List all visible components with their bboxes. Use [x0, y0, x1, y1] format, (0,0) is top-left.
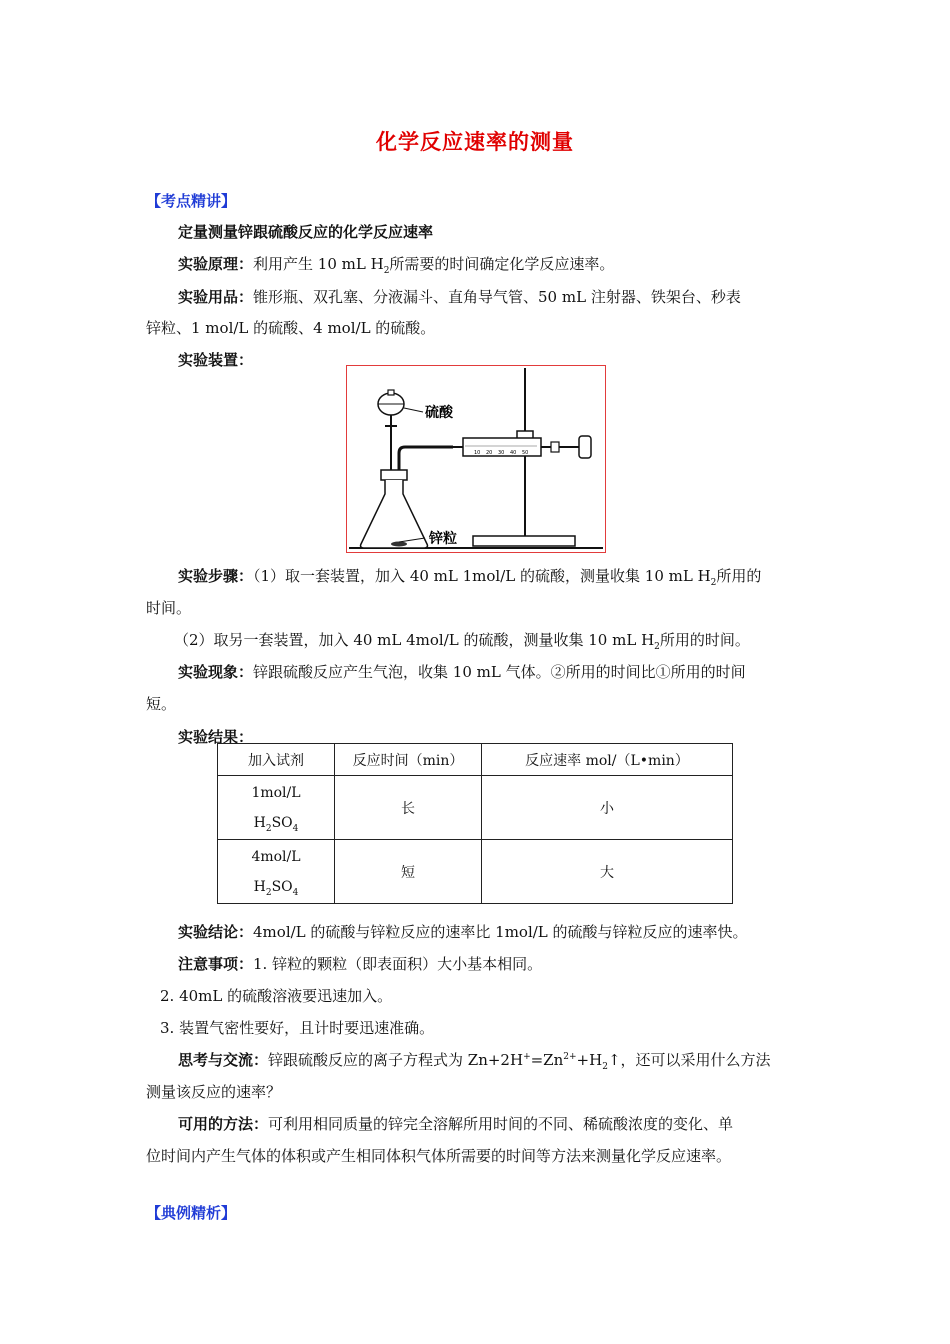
header-rate: 反应速率 mol/（L•min） [482, 744, 733, 776]
steps-line2-b: 所用的时间。 [659, 631, 750, 649]
think-text-d: ↑，还可以采用什么方法 [607, 1051, 771, 1069]
page-title: 化学反应速率的测量 [376, 130, 574, 154]
label-zinc-granules: 锌粒 [429, 531, 457, 547]
think-paragraph: 思考与交流：锌跟硫酸反应的离子方程式为 $Zn+2H^+=Zn^{2+}+H_2↑$，还可以采用什么方法 [178, 1051, 771, 1072]
notes-paragraph [178, 954, 542, 974]
methods-paragraph [178, 1114, 733, 1134]
materials-label: 实验用品： [178, 288, 254, 306]
scale-mark-50: 50 [522, 450, 529, 456]
notes-item1: 1. 锌粒的颗粒（即表面积）大小基本相同。 [253, 955, 543, 973]
methods-line2: 位时间内产生气体的体积或产生相同体积气体所需要的时间等方法来测量化学反应速率。 [146, 1147, 732, 1165]
think-text-c: +H [576, 1051, 603, 1069]
scale-mark-10: 10 [474, 450, 481, 456]
section-heading-key-points: 【考点精讲】 [146, 192, 237, 210]
topic-heading: 定量测量锌跟硫酸反应的化学反应速率 [178, 223, 434, 241]
materials-paragraph [178, 287, 741, 307]
steps-line2: （2）取另一套装置，加入 40 mL 4mol/L 的硫酸，测量收集 10 mL $H_2$所用的时间。 [174, 631, 750, 652]
principle-paragraph: 实验原理：利用产生 10 mL $H_2$所需要的时间确定化学反应速率。 [178, 255, 615, 276]
principle-text-b: 所需要的时间确定化学反应速率。 [389, 255, 615, 273]
phenomenon-line2: 短。 [146, 695, 177, 713]
scale-mark-40: 40 [510, 450, 517, 456]
think-line2: 测量该反应的速率？ [146, 1083, 282, 1101]
header-reagent: 加入试剂 [218, 744, 335, 776]
label-sulfuric-acid: 硫酸 [425, 405, 453, 421]
scale-mark-30: 30 [498, 450, 505, 456]
time-cell: 短 [335, 840, 482, 904]
conclusion-text: 4mol/L 的硫酸与锌粒反应的速率比 1mol/L 的硫酸与锌粒反应的速率快。 [253, 923, 748, 941]
results-table [217, 743, 733, 904]
phenomenon-label: 实验现象： [178, 663, 254, 681]
steps-line2-a: （2）取另一套装置，加入 40 mL 4mol/L 的硫酸，测量收集 10 mL H [174, 631, 655, 649]
principle-text-a: 利用产生 10 mL H [253, 255, 384, 273]
steps-line1-a: （1）取一套装置，加入 40 mL 1mol/L 的硫酸，测量收集 10 mL H [253, 567, 711, 585]
conclusion-paragraph [178, 922, 748, 942]
apparatus-figure [346, 365, 606, 553]
materials-line2: 锌粒、1 mol/L 的硫酸、4 mol/L 的硫酸。 [146, 319, 436, 337]
reagent-concentration: 4mol/L [251, 848, 301, 865]
table-row [218, 776, 733, 840]
apparatus-label: 实验装置： [178, 351, 254, 369]
header-time: 反应时间（min） [335, 744, 482, 776]
methods-line1: 可利用相同质量的锌完全溶解所用时间的不同、稀硫酸浓度的变化、单 [268, 1115, 734, 1133]
results-label: 实验结果： [178, 728, 254, 746]
rate-cell: 小 [482, 776, 733, 840]
section-heading-examples: 【典例精析】 [146, 1204, 237, 1222]
reagent-formula: $H_2SO_4$ [253, 878, 299, 898]
table-row [218, 840, 733, 904]
notes-label: 注意事项： [178, 955, 254, 973]
think-text-b: =Zn [530, 1051, 564, 1069]
notes-item3: 3. 装置气密性要好，且计时要迅速准确。 [160, 1019, 435, 1037]
materials-line1: 锥形瓶、双孔塞、分液漏斗、直角导气管、50 mL 注射器、铁架台、秒表 [253, 288, 741, 306]
phenomenon-paragraph [178, 662, 746, 682]
steps-paragraph: 实验步骤：（1）取一套装置，加入 40 mL 1mol/L 的硫酸，测量收集 10 mL $H_2$所用的 [178, 567, 762, 588]
scale-mark-20: 20 [486, 450, 493, 456]
conclusion-label: 实验结论： [178, 923, 254, 941]
time-cell: 长 [335, 776, 482, 840]
reagent-concentration: 1mol/L [251, 784, 301, 801]
steps-label: 实验步骤： [178, 567, 254, 585]
reagent-formula: $H_2SO_4$ [253, 814, 299, 834]
methods-label: 可用的方法： [178, 1115, 269, 1133]
think-label: 思考与交流： [178, 1051, 269, 1069]
think-text-a: 锌跟硫酸反应的离子方程式为 Zn+2H [268, 1051, 524, 1069]
steps-line1-b: 所用的 [716, 567, 762, 585]
notes-item2: 2. 40mL 的硫酸溶液要迅速加入。 [160, 987, 393, 1005]
phenomenon-line1: 锌跟硫酸反应产生气泡，收集 10 mL 气体。②所用的时间比①所用的时间 [253, 663, 746, 681]
rate-cell: 大 [482, 840, 733, 904]
reagent-cell [218, 840, 335, 904]
apparatus-diagram [347, 366, 605, 552]
principle-label: 实验原理： [178, 255, 254, 273]
table-header-row [218, 744, 733, 776]
steps-line1-cont: 时间。 [146, 599, 192, 617]
reagent-cell [218, 776, 335, 840]
